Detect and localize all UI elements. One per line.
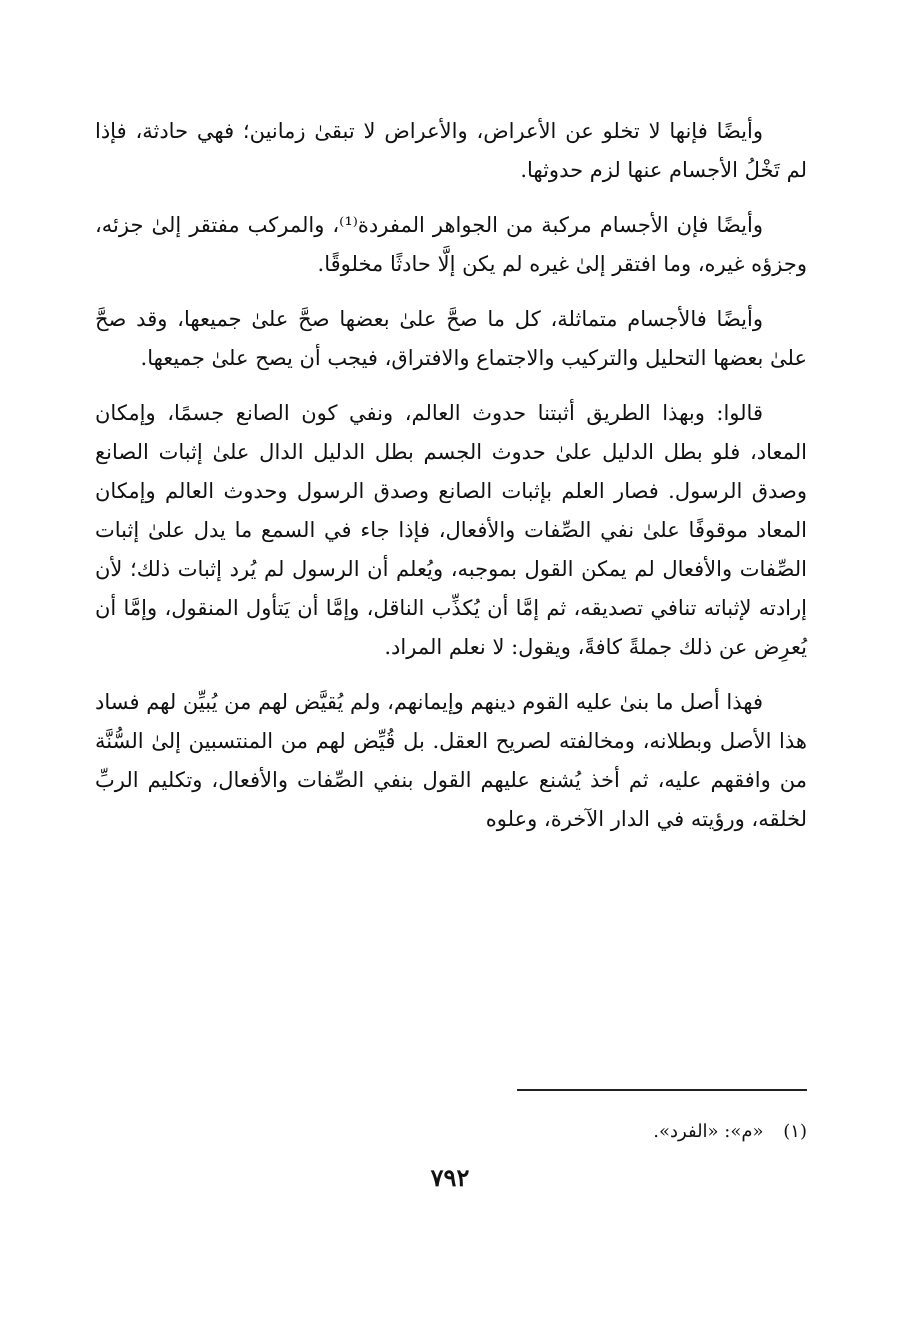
paragraph-1: وأيضًا فإنها لا تخلو عن الأعراض، والأعراض لا تبقىٰ زمانين؛ فهي حادثة، فإذا لم تَخْلُ الأجسام عنها لزم حدوثها.: [95, 119, 807, 182]
paragraph-4: قالوا: وبهذا الطريق أثبتنا حدوث العالم، ونفي كون الصانع جسمًا، وإمكان المعاد، فلو بطل الدليل علىٰ حدوث الجسم بطل الدليل الدال علىٰ إثبات الصانع وصدق الرسول. فصار العلم بإثبات الصانع وصدق الرسول وحدوث العالم وإمكان المعاد موقوفًا علىٰ نفي الصِّفات والأفعال، فإذا جاء في السمع ما يدل علىٰ إثبات الصِّفات والأفعال لم يمكن القول بموجبه، ويُعلم أن الرسول لم يُرد إثبات ذلك؛ لأن إرادته لإثباته تنافي تصديقه، ثم إمَّا أن يُكذِّب الناقل، وإمَّا أن يَتأول المنقول، وإمَّا أن يُعرِض عن ذلك جملةً كافةً، ويقول: لا نعلم المراد.: [95, 401, 807, 659]
page-number: ٧٩٢: [430, 1163, 470, 1192]
page-body: [95, 112, 807, 855]
footnote: [400, 1118, 807, 1146]
footnote-separator: [517, 1089, 807, 1091]
paragraph-3: وأيضًا فالأجسام متماثلة، كل ما صحَّ علىٰ بعضها صحَّ علىٰ جميعها، وقد صحَّ علىٰ بعضها التحليل والتركيب والاجتماع والافتراق، فيجب أن يصح علىٰ جميعها.: [95, 307, 807, 370]
footnote-number: (١): [783, 1121, 807, 1142]
footnote-text: «م»: «الفرد».: [653, 1121, 764, 1142]
paragraph-5: فهذا أصل ما بنىٰ عليه القوم دينهم وإيمانهم، ولم يُقيَّض لهم من يُبيِّن لهم فساد هذا الأصل وبطلانه، ومخالفته لصريح العقل. بل قُيِّض لهم من المنتسبين إلىٰ السُّنَّة من وافقهم عليه، ثم أخذ يُشنع عليهم القول بنفي الصِّفات والأفعال، وتكليم الربِّ لخلقه، ورؤيته في الدار الآخرة، وعلوه: [95, 690, 807, 831]
paragraph-2: وأيضًا فإن الأجسام مركبة من الجواهر المفردة⁽¹⁾، والمركب مفتقر إلىٰ جزئه، وجزؤه غيره، وما افتقر إلىٰ غيره لم يكن إلَّا حادثًا مخلوقًا.: [95, 213, 807, 276]
